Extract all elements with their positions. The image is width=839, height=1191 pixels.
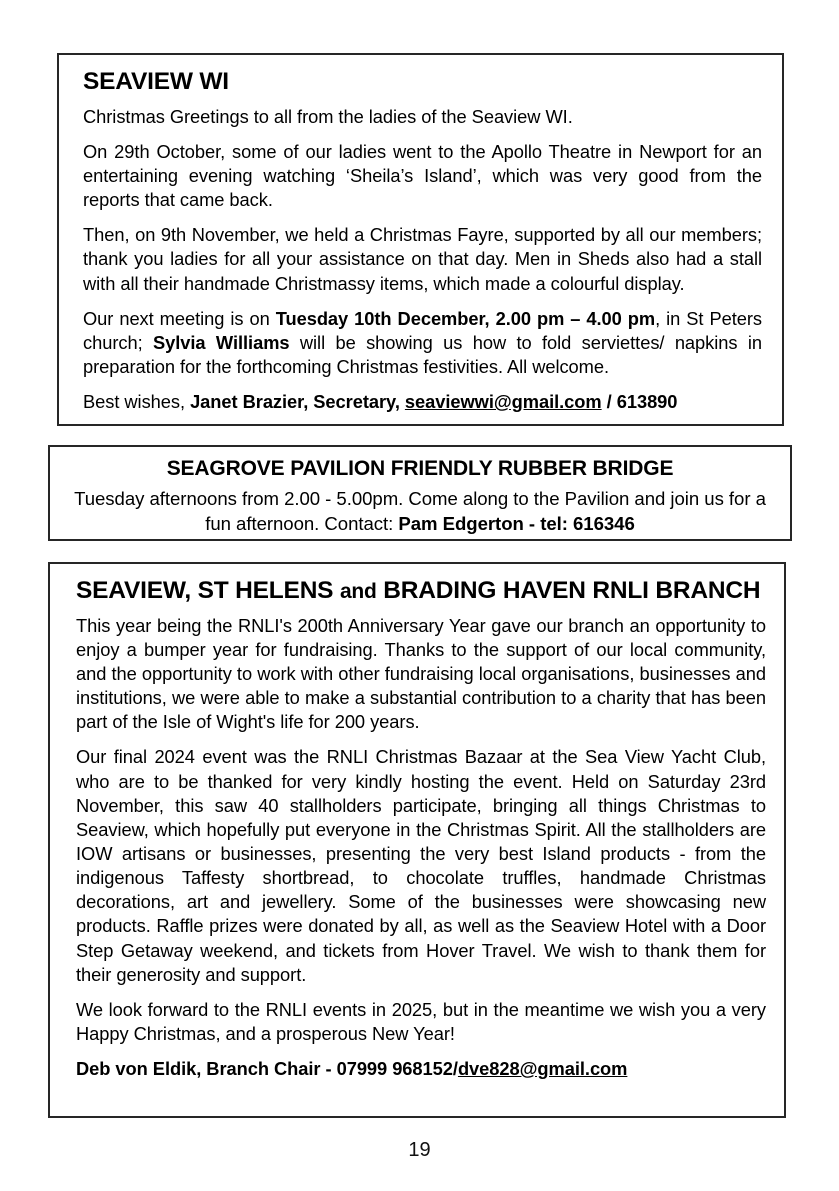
- signoff-phone-number: 613890: [616, 391, 678, 413]
- paragraph-rnli-anniversary: This year being the RNLI's 200th Anniversary Year gave our branch an opportunity to enjoy a bumper year for fundraising. Thanks to the support of our local community, and the opportunity to work with other fundraising local organisations, businesses and institutions, we were able to make a substantial contribution to a charity that has been part of the Isle of Wight's life for 200 years.: [76, 614, 766, 733]
- paragraph-wi-signoff: [83, 390, 762, 414]
- page-title-seagrove-bridge: SEAGROVE PAVILION FRIENDLY RUBBER BRIDGE: [166, 457, 674, 480]
- next-meeting-speaker-name: Sylvia Williams: [152, 331, 290, 353]
- paragraph-next-meeting: [83, 307, 762, 379]
- paragraph-greeting: Christmas Greetings to all from the ladies of the Seaview WI.: [83, 105, 573, 127]
- article-box-rnli-branch: [48, 562, 786, 1118]
- rnli-title-conjunction: and: [339, 580, 377, 603]
- next-meeting-datetime: Tuesday 10th December, 2.00 pm – 4.00 pm: [275, 307, 656, 329]
- signoff-email-link[interactable]: seaviewwi@gmail.com: [404, 391, 602, 413]
- next-meeting-mid-text: , in St Peters church;: [83, 307, 762, 353]
- paragraph-rnli-closing: We look forward to the RNLI events in 2025, but in the meantime we wish you a very Happy Christmas, and a prosperous New Year!: [76, 998, 766, 1044]
- paragraph-christmas-fayre: Then, on 9th November, we held a Christmas Fayre, supported by all our members; thank you ladies for all your assistance on that day. Men in Sheds also had a stall with all their handmade Christmassy items, which made a colourful display.: [83, 224, 762, 294]
- next-meeting-tail-text: will be showing us how to fold serviettes/ napkins in preparation for the forthcoming Christmas festivities. All welcome.: [83, 331, 762, 377]
- bridge-details-text: Tuesday afternoons from 2.00 - 5.00pm. Come along to the Pavilion and join us for a fun afternoon. Contact:: [74, 488, 766, 535]
- page-title-rnli-branch: [76, 578, 766, 604]
- article-box-seaview-wi: [57, 53, 784, 426]
- rnli-signoff-name: Deb von Eldik, Branch Chair - 07999 968152/: [76, 1058, 458, 1080]
- page-title-seaview-wi: SEAVIEW WI: [83, 68, 229, 95]
- rnli-signoff-email-link[interactable]: dve828@gmail.com: [457, 1058, 628, 1080]
- paragraph-bridge-details: [64, 486, 776, 537]
- article-box-seagrove-bridge: [48, 445, 792, 541]
- signoff-lead-text: Best wishes,: [83, 391, 191, 413]
- signoff-contact-name: Janet Brazier, Secretary,: [190, 391, 400, 413]
- paragraph-rnli-bazaar: Our final 2024 event was the RNLI Christmas Bazaar at the Sea View Yacht Club, who are to be thanked for very kindly hosting the event. Held on Saturday 23rd November, this saw 40 stallholders participate, bringing all things Christmas to Seaview, which hopefully put everyone in the Christmas Spirit. All the stallholders are IOW artisans or businesses, presenting the very best Island products - from the indigenous Taffesty shortbread, to chocolate truffles, handmade Christmas decorations, art and jewellery. Some of the businesses were showcasing new products. Raffle prizes were donated by all, as well as the Seaview Hotel with a Door Step Getaway weekend, and tickets from Hover Travel. We wish to thank them for their generosity and support.: [76, 746, 766, 985]
- bridge-contact-details: Pam Edgerton - tel: 616346: [398, 513, 635, 535]
- paragraph-october-outing: On 29th October, some of our ladies went to the Apollo Theatre in Newport for an entertaining evening watching ‘Sheila’s Island’, which was very good from the reports that came back.: [83, 140, 762, 211]
- next-meeting-lead-text: Our next meeting is on: [83, 307, 276, 329]
- rnli-title-part-one: SEAVIEW, ST HELENS: [76, 577, 334, 604]
- paragraph-rnli-signoff: [76, 1057, 766, 1081]
- rnli-title-part-two: BRADING HAVEN RNLI BRANCH: [383, 577, 761, 604]
- signoff-separator: /: [601, 391, 617, 413]
- page-number: 19: [408, 1139, 431, 1161]
